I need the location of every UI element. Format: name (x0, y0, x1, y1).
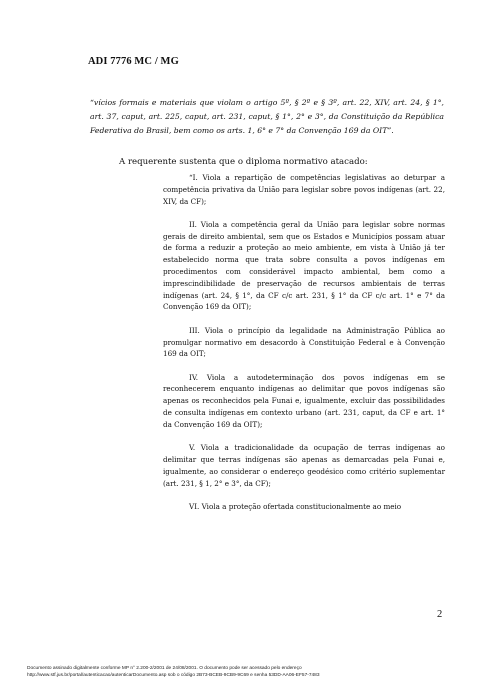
signature-footer (27, 666, 477, 679)
allegations-list (163, 172, 445, 524)
page-header: ADI 7776 MC / MG (88, 56, 179, 67)
list-item: “I. Viola a repartição de competências legislativas ao deturpar a competência privativa da União para legislar sobre povos indígenas (art. 22, XIV, da CF); (163, 173, 445, 206)
list-item: IV. Viola a autodeterminação dos povos indígenas em se reconhecerem enquanto indígenas ao delimitar que povos indígenas são apenas os reconhecidos pela Funai e, igualmente, excluir das possibilidades de consulta indígenas em contexto urbano (art. 231, caput, da CF e art. 1° da Convenção 169 da OIT); (163, 372, 445, 429)
footer-link[interactable]: http://www.stf.jus.br/portal/autenticacao/autenticarDocumento.asp sob o código 2B73-BCEB-9CB9-9C69 e senha 53DD-AA06-EF57-7483 (27, 672, 320, 678)
intro-paragraph: A requerente sustenta que o diploma normativo atacado: (119, 157, 368, 167)
list-item: VI. Viola a proteção ofertada constitucionalmente ao meio (189, 501, 402, 511)
page-number: 2 (437, 609, 443, 620)
list-item: V. Viola a tradicionalidade da ocupação de terras indígenas ao delimitar que terras indígenas são apenas as demarcadas pela Funai e, igualmente, ao considerar o endereço geodésico como critério suplementar (art. 231, § 1, 2° e 3°, da CF); (163, 443, 445, 488)
footer-line: Documento assinado digitalmente conforme MP n° 2.200-2/2001 de 24/08/2001. O documento pode ser acessado pelo endereço (27, 666, 302, 671)
list-item: III. Viola o princípio da legalidade na Administração Pública ao promulgar normativo em desacordo à Constituição Federal e à Convenção 169 da OIT; (163, 325, 445, 359)
list-item: II. Viola a competência geral da União para legislar sobre normas gerais de direito ambiental, sem que os Estados e Municípios possam atuar de forma a reduzir a proteção ao meio ambiente, em vista à União já ter estabelecido norma que trata sobre consulta a povos indígenas em procedimentos com considerável impacto ambiental, bem como a imprescindibilidade de preservação de recursos ambientais de terras indígenas (art. 24, § 1°, da CF c/c art. 231, § 1° da CF c/c art. 1° e 7° da Convenção 169 da OIT); (163, 219, 445, 312)
quoted-passage: “vícios formais e materiais que violam o artigo 5º, § 2º e § 3º, art. 22, XIV, art. 24, § 1°, art. 37, caput, art. 225, caput, art. 231, caput, § 1°, 2° e 3°, da Constituição da República Federativa do Brasil, bem como os arts. 1, 6° e 7° da Convenção 169 da OIT”. (90, 98, 444, 136)
